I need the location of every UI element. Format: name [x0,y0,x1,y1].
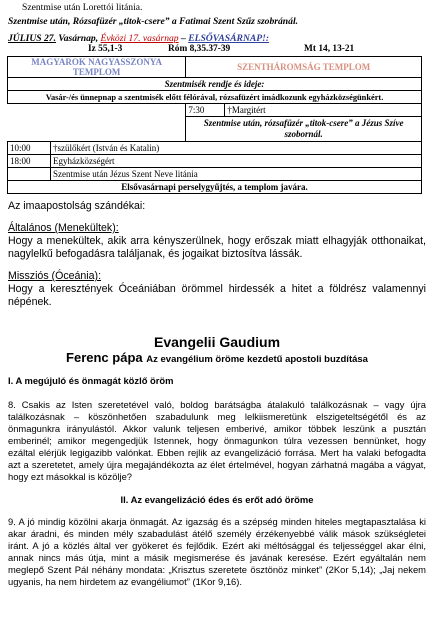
rosary-note: Vasár-/és ünnepnap a szentmisék előtt félórával, rózsafüzért imádkozunk egyházközségünkért. [8,91,422,104]
schedule-title: Szentmisék rendje és ideje: [8,78,422,91]
right-after-mass: Szentmise után, rózsafüzér „titok-csere” a Jézus Szíve szobornál. [186,117,422,142]
church-right-name: SZENTHÁROMSÁG TEMPLOM [186,57,422,78]
mass-intent-1: †szülőkért (István és Katalin) [51,142,422,155]
general-text: Hogy a menekültek, akik arra kényszerülnek, hogy erőszak miatt elhagyják otthonaikat, nagylelkű befogadásra találjanak, és jogaikat biztosítva lássák. [8,235,426,260]
day-label: Vasárnap, [58,33,99,44]
date-label: JÚLIUS 27. [8,33,56,44]
prayer-intro: Az imaapostolság szándékai: [8,200,146,212]
empty-cell [8,104,186,142]
empty-time-cell [8,168,51,181]
evangelii-subtitle-small: Az evangélium öröme kezdetű apostoli buzdítása [146,354,368,365]
evangelii-section [8,336,426,588]
mission-label: Missziós (Óceánia): [8,270,102,282]
right-mass-intent: †Margitért [225,104,422,117]
header-line-2: Szentmise után, Rózsafüzér „titok-csere” a Fatimai Szent Szűz szobránál. [8,16,299,27]
mass-schedule-table [7,56,422,194]
mass-time-2: 18:00 [8,155,51,168]
reading-rom: Róm 8,35.37-39 [168,44,231,54]
evangelii-title: Evangelii Gaudium [153,334,281,350]
collection-note: Elsővasárnapi perselygyűjtés, a templom javára. [8,181,422,194]
prayer-intentions [8,200,426,309]
mass-intent-2: Egyházközségért [51,155,422,168]
right-mass-time: 7:30 [186,104,225,117]
mass-time-1: 10:00 [8,142,51,155]
paragraph-8: 8. Csakis az Isten szeretetével való, boldog barátságba átalakuló találkozásnak – vagy újra találkozásnak – köszönhetően szabadulunk meg lelkiismeretünk elszigeteltségétől és az önmagunkra irányulástól. Akkor valunk teljesen emberivé, amikor többek leszünk a pusztán emberinél; amikor megengedjük Istennek, hogy önmagunkon túlra vezessen bennünket, hogy ezáltal elérjük legigazibb valónkat. Ebben rejlik az evangelizáció forrása. Mert ha valaki befogadta azt a szeretetet, amely újra megajándékozta az élet értelmével, hogyan zárhatná magába a vágyat, hogy ezt másokkal is közölje? [8,399,426,482]
paragraph-9: 9. A jó mindig közölni akarja önmagát. Az igazság és a szépség minden hiteles megtapasztalása ki akar áradni, és minden mély szabadulást átélő személy érzékenyebbé válik mások szükségletei iránt. A jó a közlés által ver gyökeret és fejlődik. Ezért aki méltósággal és teljességgel akar élni, annak nincs más útja, mint a másik megismerése és javának keresése. Ezért egyáltalán nem meglepő Szent Pál néhány mondata: „Krisztus szeretete ösztönöz minket” (2Kor 5,14); „Jaj nekem ugyanis, ha nem hirdetem az evangéliumot” (1Kor 9,16). [8,516,426,587]
dash: – [178,33,189,44]
sunday-heading [8,33,269,44]
reading-iz: Iz 55,1-3 [88,44,123,54]
elsovasarnap-label: ELSŐVASÁRNAP!: [188,33,270,44]
evangelii-subtitle [8,351,426,366]
evangelii-subtitle-main: Ferenc pápa [66,350,143,365]
section-2-heading: II. Az evangelizáció édes és erőt adó öröme [120,494,314,505]
general-label: Általános (Menekültek): [8,222,119,234]
church-left-name: MAGYAROK NAGYASSZONYA TEMPLOM [8,57,186,78]
header-line-1: Szentmise után Lorettói litánia. [22,2,143,13]
evkozi-label: Évközi 17. vasárnap [100,33,179,44]
reading-mt: Mt 14, 13-21 [304,44,355,54]
section-1-heading: I. A megújuló és önmagát közlő öröm [8,375,174,386]
after-evening-mass: Szentmise után Jézus Szent Neve litánia [51,168,422,181]
mission-text: Hogy a keresztények Óceániában örömmel hirdessék a hitet a földrész valamennyi népének. [8,283,426,308]
